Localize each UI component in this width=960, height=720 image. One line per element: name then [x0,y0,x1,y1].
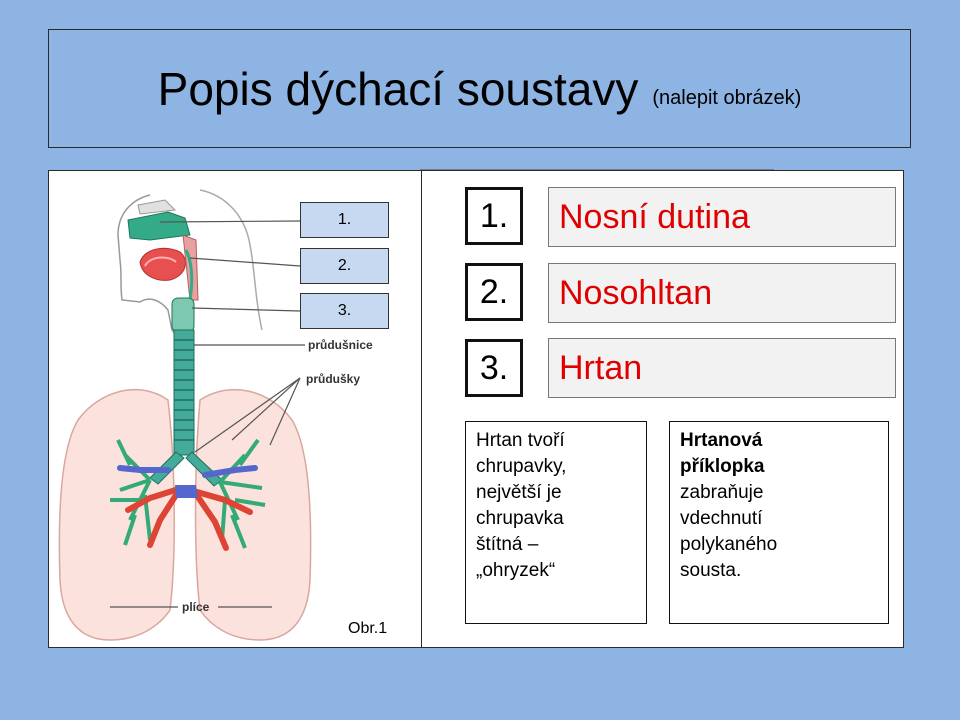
note-line: polykaného [680,534,778,555]
answer-number-1: 1. [465,187,523,245]
lungs-label: plíce [182,600,210,614]
answer-field-3: Hrtan [548,338,896,398]
page-title: Popis dýchací soustavy [157,62,639,115]
note-line: „ohryzek“ [476,560,556,581]
note-line: štítná – [476,534,539,555]
diagram-label-1: 1. [300,202,389,238]
note-larynx [465,421,647,624]
note-bold-line: Hrtanová [680,430,763,451]
note-line: vdechnutí [680,508,763,529]
answer-field-1: Nosní dutina [548,187,896,247]
page-subtitle: (nalepit obrázek) [652,87,802,109]
note-line: sousta. [680,560,742,581]
note-line: chrupavky, [476,456,567,477]
figure-caption: Obr.1 [348,620,388,637]
answer-number-2: 2. [465,263,523,321]
note-line: největší je [476,482,562,503]
note-epiglottis [669,421,889,624]
diagram-label-2: 2. [300,248,389,284]
note-line: Hrtan tvoří [476,430,565,451]
answer-field-2: Nosohltan [548,263,896,323]
note-line: chrupavka [476,508,564,529]
trachea-label: průdušnice [308,338,373,352]
note-bold-line: příklopka [680,456,765,477]
note-line: zabraňuje [680,482,764,503]
diagram-label-3: 3. [300,293,389,329]
bronchi-label: průdušky [306,372,361,386]
answer-number-3: 3. [465,339,523,397]
